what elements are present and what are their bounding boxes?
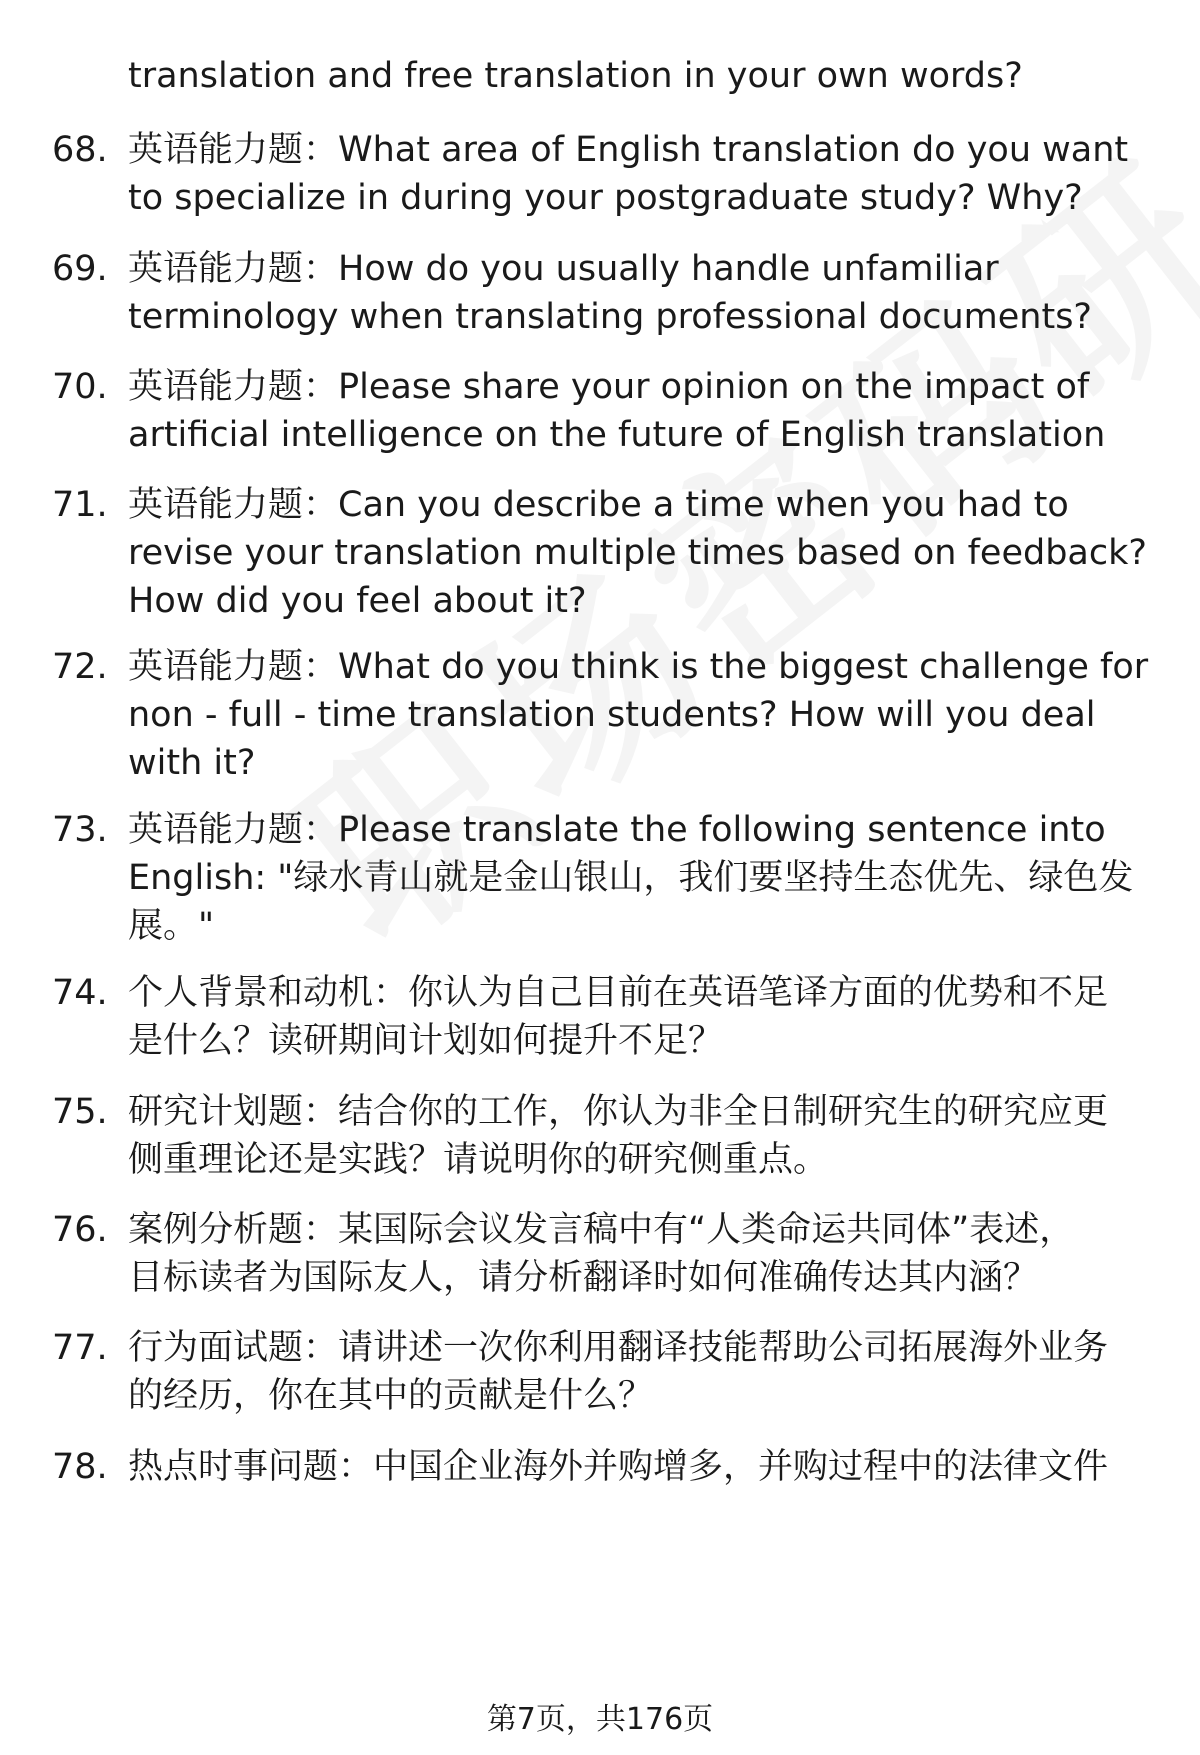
text-line: 行为面试题：请讲述一次你利用翻译技能帮助公司拓展海外业务 (128, 1328, 1109, 1368)
text-line: How did you feel about it? (128, 581, 587, 621)
text-line: 热点时事问题：中国企业海外并购增多，并购过程中的法律文件 (128, 1447, 1109, 1487)
question-text (128, 1443, 1163, 1491)
text-line: terminology when translating professional documents? (128, 297, 1093, 337)
question-text (128, 52, 1163, 100)
text-line: 展。" (128, 906, 215, 946)
question-text (128, 481, 1163, 625)
text-line: revise your translation multiple times based on feedback? (128, 533, 1147, 573)
question-number: 70. (52, 367, 108, 407)
question-number: 71. (52, 485, 108, 525)
text-line: 是什么？读研期间计划如何提升不足？ (128, 1021, 724, 1061)
text-line: non - full - time translation students? How will you deal (128, 695, 1096, 735)
question-text (128, 1324, 1163, 1420)
text-line: 英语能力题：Can you describe a time when you had to (128, 485, 1069, 525)
text-line: 英语能力题：Please translate the following sentence into (128, 810, 1106, 850)
text-line: 研究计划题：结合你的工作，你认为非全日制研究生的研究应更 (128, 1092, 1109, 1132)
question-number: 69. (52, 249, 108, 289)
question-number: 78. (52, 1447, 108, 1487)
question-number: 75. (52, 1092, 108, 1132)
question-text (128, 806, 1163, 950)
page-footer: 第7页，共176页 (486, 1702, 714, 1737)
question-text (128, 245, 1163, 341)
text-line: 个人背景和动机：你认为自己目前在英语笔译方面的优势和不足 (128, 973, 1109, 1013)
question-number: 77. (52, 1328, 108, 1368)
text-line: translation and free translation in your own words? (128, 56, 1023, 96)
text-line: 英语能力题：Please share your opinion on the impact of (128, 367, 1090, 407)
text-line: 目标读者为国际友人，请分析翻译时如何准确传达其内涵？ (128, 1258, 1039, 1298)
text-line: English: "绿水青山就是金山银山，我们要坚持生态优先、绿色发 (128, 858, 1134, 898)
text-line: 案例分析题：某国际会议发言稿中有“人类命运共同体”表述， (128, 1210, 1075, 1250)
text-line: 英语能力题：What area of English translation do you want (128, 130, 1129, 170)
question-text (128, 1206, 1163, 1302)
question-number: 76. (52, 1210, 108, 1250)
text-line: with it? (128, 743, 256, 783)
text-line: 英语能力题：How do you usually handle unfamiliar (128, 249, 999, 289)
question-text (128, 643, 1163, 787)
text-line: 侧重理论还是实践？请说明你的研究侧重点。 (128, 1140, 829, 1180)
question-number: 72. (52, 647, 108, 687)
question-number: 74. (52, 973, 108, 1013)
text-line: artificial intelligence on the future of English translation (128, 415, 1106, 455)
question-text (128, 1088, 1163, 1184)
text-line: 的经历，你在其中的贡献是什么？ (128, 1376, 654, 1416)
question-text (128, 126, 1163, 222)
question-text (128, 969, 1163, 1065)
text-line: 英语能力题：What do you think is the biggest challenge for (128, 647, 1149, 687)
question-number: 68. (52, 130, 108, 170)
question-text (128, 363, 1163, 459)
text-line: to specialize in during your postgraduate study? Why? (128, 178, 1083, 218)
question-number: 73. (52, 810, 108, 850)
